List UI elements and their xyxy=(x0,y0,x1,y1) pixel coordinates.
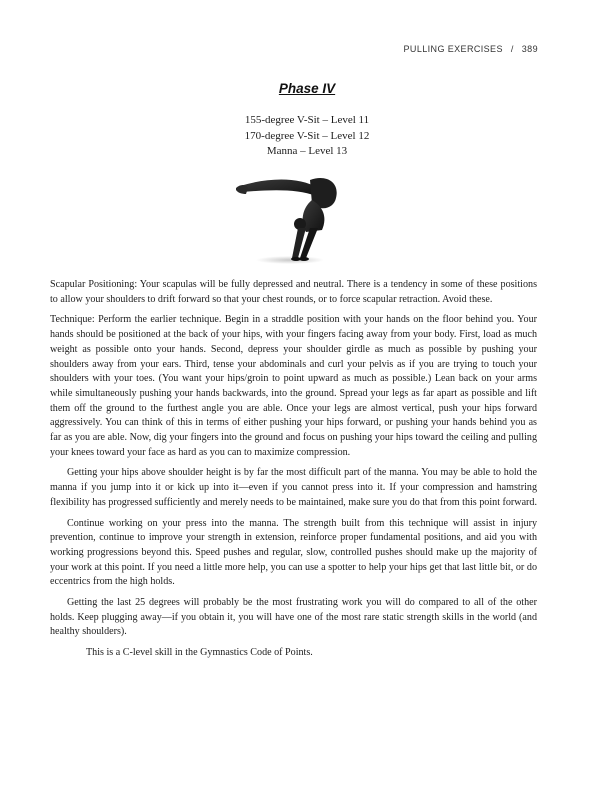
level-item: 170-degree V-Sit – Level 12 xyxy=(244,129,370,142)
header-separator: / xyxy=(510,44,514,54)
paragraph-technique: Technique: Perform the earlier technique. Begin in a straddle position with your hands on the floor behind you. Your hands should be positioned at the back of your hips, with your fingers facing away from your body. First, load as much weight as possible onto your hands. Second, depress your shoulder girdle as much as possible by pushing your shoulders away from your ears. Third, tense your abdominals and curl your pelvis as if you are trying to touch your shoulders with your toes. (You want your hips/groin to point upward as much as possible.) Lean back on your arms while simultaneously pushing your hands backwards, into the ground. Spread your legs as far apart as possible and lift them off the ground to the furthest angle you are able. Once your legs are almost vertical, push your hips forward aggressively. You can think of this in terms of either pushing your hips forward, or pushing your hands behind you as far as you are able. Now, dig your fingers into the ground and focus on pushing your hips toward the ceiling and pulling your knees toward your face as hard as you can to maximize compression. xyxy=(50,314,537,458)
manna-pose-photo-icon xyxy=(236,176,374,266)
phase-title: Phase IV xyxy=(278,81,336,96)
running-head xyxy=(404,44,538,54)
paragraph: Getting your hips above shoulder height is by far the most difficult part of the manna. You may be able to hold the manna if you jump into it or kick up into it—even if you cannot press into it. If your compression and hamstring flexibility has progressed sufficiently and merely needs to be maintained, make sure you do that from this point forward. xyxy=(50,467,537,508)
paragraph: Continue working on your press into the manna. The strength built from this technique will assist in injury prevention, continue to improve your strength in extension, reinforce proper fundamental positions, and aid you with working progressions beyond this. Speed pushes and regular, slow, controlled pushes should make up the majority of your work at this point. If you need a little more help, you can use a spotter to help your hips get that last little bit, or do eccentrics from the high holds. xyxy=(50,517,537,588)
paragraph: Getting the last 25 degrees will probably be the most frustrating work you will do compared to all of the other holds. Keep plugging away—if you obtain it, you will have one of the most rare static strength skills in the world (and healthy shoulders). xyxy=(50,597,537,638)
level-item: Manna – Level 13 xyxy=(266,145,348,157)
manna-figure xyxy=(236,176,374,266)
level-item: 155-degree V-Sit – Level 11 xyxy=(244,114,370,126)
paragraph-scapular-positioning: Scapular Positioning: Your scapulas will be fully depressed and neutral. There is a tendency in some of these positions to allow your shoulders to drift forward so that your chest rounds, or to force scapular retraction. Avoid these. xyxy=(50,279,537,305)
section-name: PULLING EXERCISES xyxy=(403,44,503,54)
body-text xyxy=(50,278,537,667)
page-number: 389 xyxy=(521,44,538,54)
paragraph-skill-level: This is a C-level skill in the Gymnastics Code of Points. xyxy=(86,647,313,659)
level-list xyxy=(0,113,614,160)
